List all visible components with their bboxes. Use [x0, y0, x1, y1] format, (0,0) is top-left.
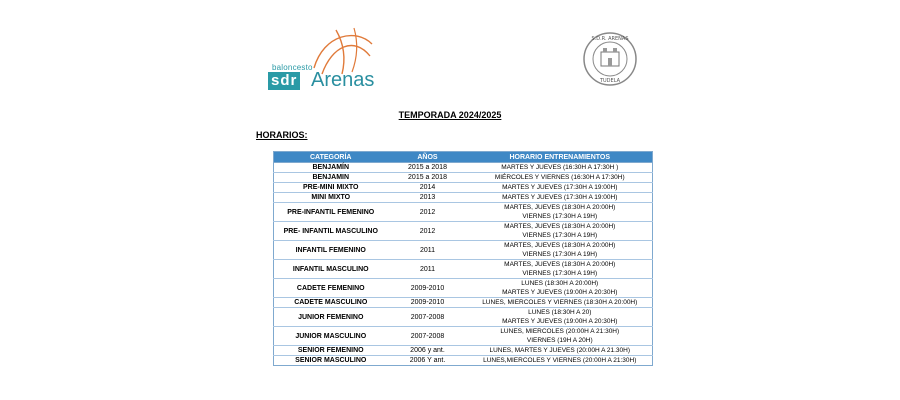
logo-badge: sdr [268, 72, 300, 90]
cell-category: SENIOR FEMENINO [274, 346, 388, 356]
schedule-line: MARTES, JUEVES (18:30H A 20:00H) [504, 261, 616, 268]
cell-years: 2009-2010 [388, 279, 468, 298]
cell-category: CADETE MASCULINO [274, 298, 388, 308]
table-row [274, 222, 653, 241]
club-seal-icon [583, 32, 637, 86]
cell-years: 2015 a 2018 [388, 163, 468, 173]
cell-years: 2011 [388, 241, 468, 260]
table-row [274, 327, 653, 346]
cell-category: PRE- INFANTIL MASCULINO [274, 222, 388, 241]
cell-years: 2007-2008 [388, 308, 468, 327]
cell-years: 2012 [388, 222, 468, 241]
club-logo [268, 26, 378, 90]
cell-category: SENIOR MASCULINO [274, 356, 388, 366]
schedule-line: MARTES, JUEVES (18:30H A 20:00H) [504, 242, 616, 249]
schedule-line: VIERNES (19H A 20H) [526, 337, 593, 344]
schedule-line: MARTES Y JUEVES (16:30H A 17:30H ) [501, 164, 619, 171]
svg-text:TUDELA: TUDELA [599, 78, 621, 84]
cell-schedule [468, 163, 653, 173]
cell-schedule [468, 327, 653, 346]
table-row [274, 163, 653, 173]
logo-name: Arenas [311, 69, 375, 91]
schedule-line: VIERNES (17:30H A 19H) [522, 232, 598, 239]
cell-years: 2015 a 2018 [388, 173, 468, 183]
table-row [274, 308, 653, 327]
cell-years: 2011 [388, 260, 468, 279]
schedule-line: MARTES, JUEVES (18:30H A 20:00H) [504, 204, 616, 211]
table-row [274, 241, 653, 260]
table-row [274, 260, 653, 279]
table-row [274, 356, 653, 366]
schedule-table [273, 151, 653, 366]
cell-years: 2013 [388, 193, 468, 203]
cell-category: JUNIOR FEMENINO [274, 308, 388, 327]
cell-category: MINI MIXTO [274, 193, 388, 203]
cell-schedule [468, 346, 653, 356]
cell-years: 2007-2008 [388, 327, 468, 346]
section-label: HORARIOS: [256, 130, 308, 140]
schedule-line: LUNES (18:30H A 20:00H) [521, 280, 599, 287]
schedule-line: VIERNES (17:30H A 19H) [522, 270, 598, 277]
schedule-line: MARTES Y JUEVES (19:00H A 20:30H) [502, 289, 618, 296]
schedule-line: LUNES, MIERCOLES Y VIERNES (18:30H A 20:00H) [482, 299, 638, 306]
cell-category: BENJAMIN [274, 173, 388, 183]
table-row [274, 183, 653, 193]
table-row [274, 173, 653, 183]
cell-category: CADETE FEMENINO [274, 279, 388, 298]
cell-schedule [468, 203, 653, 222]
schedule-line: LUNES, MIERCOLES (20:00H A 21:30H) [500, 328, 620, 335]
cell-years: 2006 Y ant. [388, 356, 468, 366]
cell-schedule [468, 173, 653, 183]
cell-category: INFANTIL MASCULINO [274, 260, 388, 279]
cell-schedule [468, 193, 653, 203]
column-header-schedule: HORARIO ENTRENAMIENTOS [468, 152, 653, 163]
schedule-line: MARTES Y JUEVES (17:30H A 19:00H) [502, 184, 618, 191]
table-row [274, 203, 653, 222]
schedule-line: VIERNES (17:30H A 19H) [522, 251, 598, 258]
schedule-line: LUNES (18:30H A 20) [528, 309, 592, 316]
schedule-line: VIERNES (17:30H A 19H) [522, 213, 598, 220]
schedule-line: MARTES Y JUEVES (17:30H A 19:00H) [502, 194, 618, 201]
cell-schedule [468, 356, 653, 366]
cell-category: JUNIOR MASCULINO [274, 327, 388, 346]
table-row [274, 193, 653, 203]
table-header [274, 152, 653, 163]
cell-years: 2006 y ant. [388, 346, 468, 356]
logo-subtitle: baloncesto [272, 63, 313, 72]
table-row [274, 279, 653, 298]
cell-schedule [468, 183, 653, 193]
schedule-line: MARTES, JUEVES (18:30H A 20:00H) [504, 223, 616, 230]
season-title: TEMPORADA 2024/2025 [398, 110, 502, 120]
column-header-category: CATEGORÍA [274, 152, 388, 163]
cell-schedule [468, 279, 653, 298]
cell-schedule [468, 241, 653, 260]
cell-schedule [468, 260, 653, 279]
schedule-line: LUNES,MIERCOLES Y VIERNES (20:00H A 21:30H) [483, 357, 637, 364]
cell-schedule [468, 308, 653, 327]
cell-years: 2014 [388, 183, 468, 193]
cell-schedule [468, 222, 653, 241]
cell-category: PRE-INFANTIL FEMENINO [274, 203, 388, 222]
svg-text:S.D.R. ARENAS: S.D.R. ARENAS [591, 36, 629, 42]
cell-schedule [468, 298, 653, 308]
table-row [274, 298, 653, 308]
schedule-line: MIÉRCOLES Y VIERNES (16:30H A 17:30H) [494, 174, 625, 181]
cell-years: 2012 [388, 203, 468, 222]
column-header-years: AÑOS [388, 152, 468, 163]
schedule-line: MARTES Y JUEVES (19:00H A 20:30H) [502, 318, 618, 325]
cell-category: INFANTIL FEMENINO [274, 241, 388, 260]
cell-years: 2009-2010 [388, 298, 468, 308]
cell-category: PRE-MINI MIXTO [274, 183, 388, 193]
table-row [274, 346, 653, 356]
cell-category: BENJAMÍN [274, 163, 388, 173]
schedule-line: LUNES, MARTES Y JUEVES (20:00H A 21.30H) [489, 347, 631, 354]
